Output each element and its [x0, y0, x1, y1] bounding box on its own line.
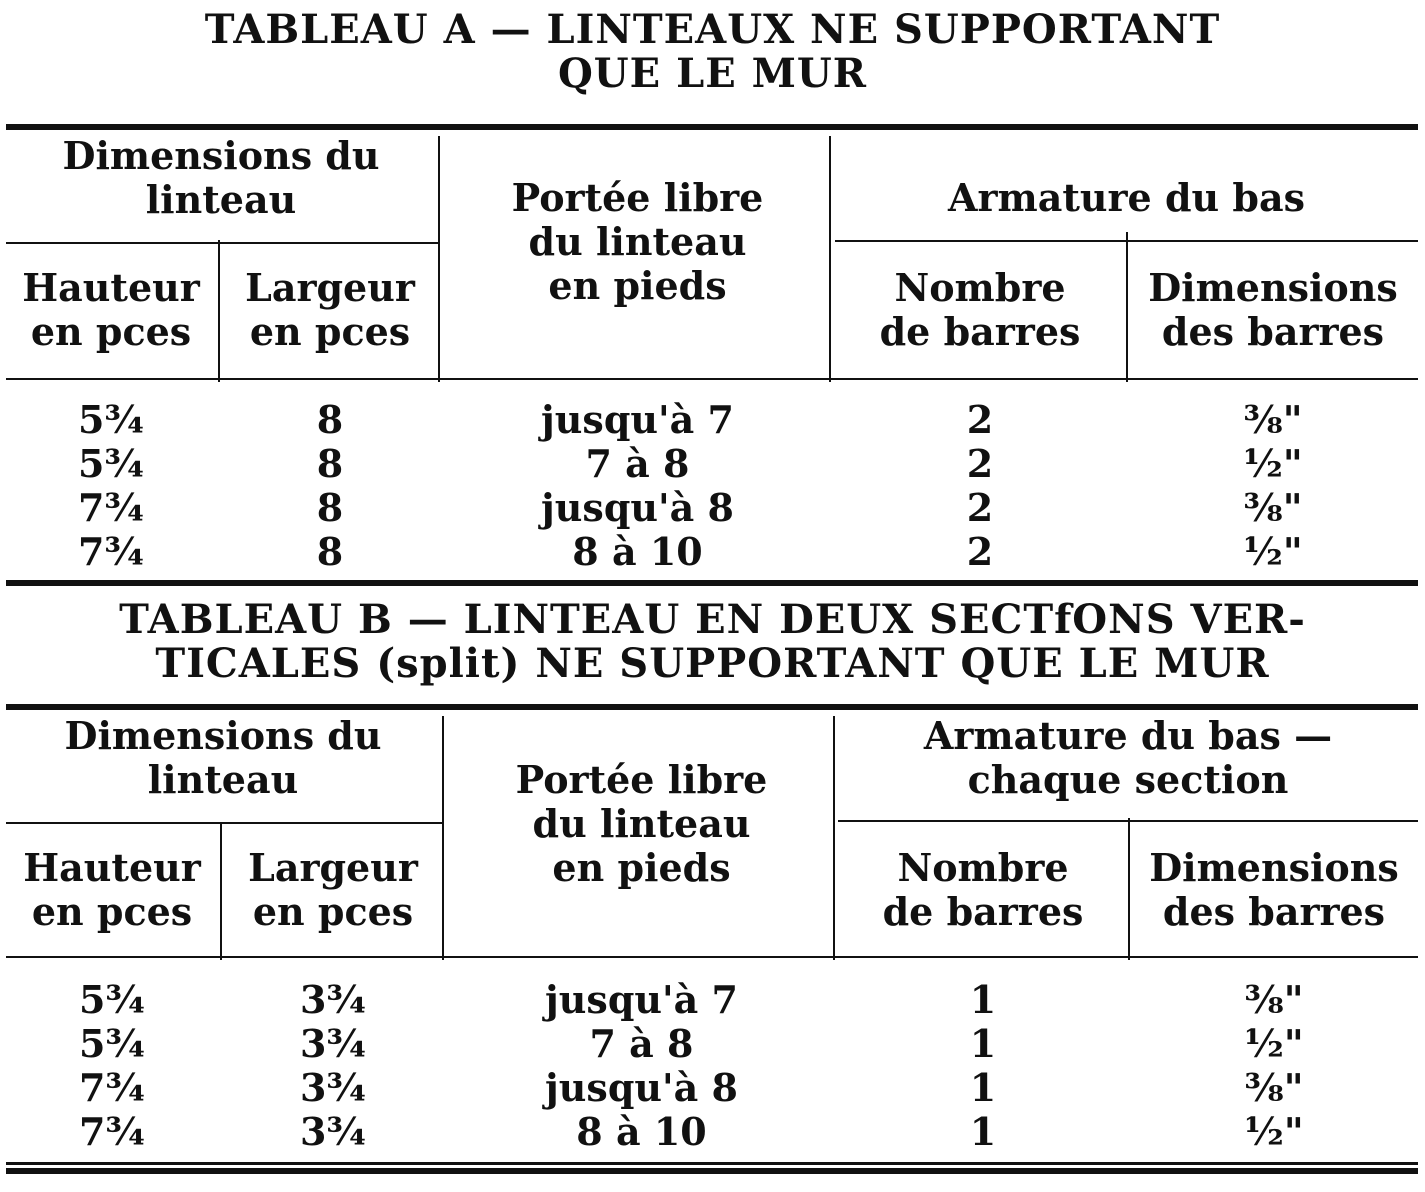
header-line: en pces: [31, 889, 193, 934]
cell-dimensions: ⅜": [1243, 485, 1303, 530]
header-line: Largeur: [248, 845, 418, 890]
header-line: Hauteur: [23, 845, 201, 890]
cell-dimensions: ½": [1243, 529, 1303, 574]
cell-hauteur: 5¾: [78, 1021, 146, 1066]
cell-largeur: 8: [316, 529, 344, 574]
table-b-divider: [6, 822, 442, 824]
header-line: Armature du bas: [948, 175, 1305, 220]
table-a-header-dimensions-barres: [1128, 266, 1418, 354]
header-line: Dimensions: [1148, 265, 1398, 310]
table-b-top-rule: [6, 704, 1418, 710]
table-b-bottom-rule: [6, 1168, 1418, 1174]
cell-largeur: 3¾: [299, 977, 367, 1022]
table-a-bottom-rule: [6, 580, 1418, 586]
table-b-header-hauteur: [6, 846, 218, 934]
cell-hauteur: 7¾: [77, 529, 145, 574]
cell-largeur: 3¾: [299, 1109, 367, 1154]
table-a-divider: [6, 242, 438, 244]
cell-portee: 7 à 8: [585, 441, 690, 486]
table-a-title-line2: QUE LE MUR: [557, 50, 868, 97]
cell-hauteur: 5¾: [77, 397, 145, 442]
cell-hauteur: 5¾: [78, 977, 146, 1022]
cell-largeur: 3¾: [299, 1065, 367, 1110]
table-a-title: [0, 8, 1425, 96]
table-b-header-dimensions-barres: [1130, 846, 1418, 934]
cell-largeur: 3¾: [299, 1021, 367, 1066]
header-line: en pces: [249, 309, 411, 354]
header-line: Portée libre: [515, 757, 768, 802]
table-b-divider: [6, 956, 1418, 958]
header-line: de barres: [882, 889, 1084, 934]
cell-dimensions: ⅜": [1244, 977, 1304, 1022]
header-line: du linteau: [528, 219, 747, 264]
cell-portee: jusqu'à 7: [545, 977, 738, 1022]
table-b-vline: [220, 822, 222, 960]
table-a-header-portee: [445, 176, 830, 308]
cell-portee: jusqu'à 8: [545, 1065, 738, 1110]
cell-nombre: 1: [969, 1109, 997, 1154]
table-a-header-hauteur: [6, 266, 216, 354]
header-line: linteau: [145, 177, 297, 222]
cell-largeur: 8: [316, 397, 344, 442]
table-b-header-dimensions-linteau: [6, 714, 440, 802]
table-b-header-portee: [449, 758, 834, 890]
table-a-header-armature: [835, 176, 1418, 220]
header-line: du linteau: [532, 801, 751, 846]
header-line: en pieds: [552, 845, 731, 890]
header-line: Hauteur: [22, 265, 200, 310]
header-line: Nombre: [894, 265, 1066, 310]
header-line: Dimensions du: [62, 133, 380, 178]
table-b-header-armature: [838, 714, 1418, 802]
header-line: Dimensions du: [64, 713, 382, 758]
cell-dimensions: ⅜": [1244, 1065, 1304, 1110]
cell-nombre: 2: [966, 397, 994, 442]
table-a-header-largeur: [220, 266, 440, 354]
cell-nombre: 2: [966, 441, 994, 486]
cell-dimensions: ½": [1244, 1021, 1304, 1066]
cell-nombre: 1: [969, 977, 997, 1022]
header-line: des barres: [1162, 889, 1386, 934]
table-b-title-line1: TABLEAU B — LINTEAU EN DEUX SECTfONS VER-: [119, 596, 1306, 643]
cell-portee: 8 à 10: [576, 1109, 707, 1154]
table-a-divider: [835, 240, 1418, 242]
cell-hauteur: 7¾: [78, 1109, 146, 1154]
cell-portee: jusqu'à 7: [541, 397, 734, 442]
cell-portee: 8 à 10: [572, 529, 703, 574]
header-line: de barres: [879, 309, 1081, 354]
cell-hauteur: 7¾: [77, 485, 145, 530]
cell-dimensions: ⅜": [1243, 397, 1303, 442]
cell-largeur: 8: [316, 441, 344, 486]
cell-nombre: 1: [969, 1065, 997, 1110]
header-line: des barres: [1161, 309, 1385, 354]
table-a-header-nombre: [835, 266, 1125, 354]
table-a-top-rule: [6, 124, 1418, 130]
table-b-bottom-rule: [6, 1162, 1418, 1165]
cell-nombre: 2: [966, 485, 994, 530]
cell-portee: jusqu'à 8: [541, 485, 734, 530]
header-line: Portée libre: [511, 175, 764, 220]
cell-portee: 7 à 8: [589, 1021, 694, 1066]
table-a-divider: [6, 378, 1418, 380]
table-b-divider: [838, 820, 1418, 822]
table-b-vline: [442, 716, 444, 960]
table-b-title: [0, 598, 1425, 686]
header-line: en pieds: [548, 263, 727, 308]
cell-nombre: 2: [966, 529, 994, 574]
header-line: chaque section: [967, 757, 1289, 802]
cell-nombre: 1: [969, 1021, 997, 1066]
cell-largeur: 8: [316, 485, 344, 530]
header-line: Dimensions: [1149, 845, 1399, 890]
header-line: Armature du bas —: [923, 713, 1333, 758]
header-line: en pces: [30, 309, 192, 354]
table-b-header-nombre: [838, 846, 1128, 934]
table-b-header-largeur: [224, 846, 442, 934]
header-line: Largeur: [245, 265, 415, 310]
header-line: linteau: [147, 757, 299, 802]
cell-hauteur: 5¾: [77, 441, 145, 486]
table-a-title-line1: TABLEAU A — LINTEAUX NE SUPPORTANT: [204, 6, 1221, 53]
header-line: Nombre: [897, 845, 1069, 890]
table-b-title-line2: TICALES (split) NE SUPPORTANT QUE LE MUR: [155, 640, 1270, 687]
cell-dimensions: ½": [1243, 441, 1303, 486]
header-line: en pces: [252, 889, 414, 934]
table-a-header-dimensions-linteau: [6, 134, 436, 222]
cell-hauteur: 7¾: [78, 1065, 146, 1110]
cell-dimensions: ½": [1244, 1109, 1304, 1154]
